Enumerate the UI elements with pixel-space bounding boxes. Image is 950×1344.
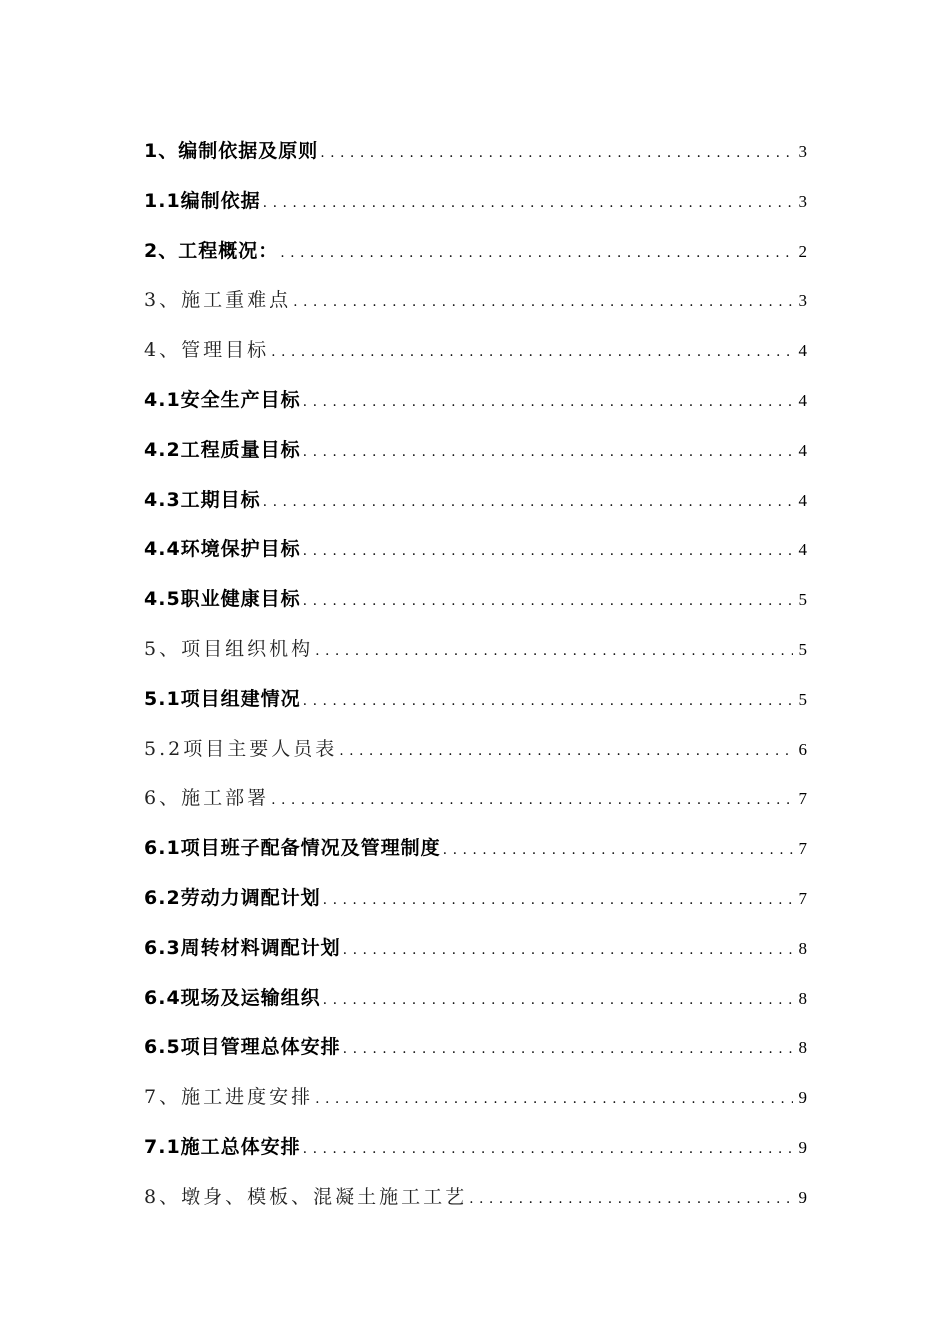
toc-dot-leader <box>263 478 793 528</box>
toc-dot-leader <box>271 776 793 826</box>
toc-page-number: 4 <box>798 490 807 510</box>
toc-entry-title: 6.5项目管理总体安排 <box>144 1036 341 1059</box>
toc-entry[interactable] <box>144 426 807 476</box>
toc-dot-leader <box>320 129 793 179</box>
toc-dot-leader <box>323 876 793 926</box>
toc-dot-leader <box>303 527 793 577</box>
toc-dot-leader <box>339 727 793 777</box>
toc-entry[interactable] <box>144 326 807 376</box>
toc-page-number: 9 <box>798 1137 807 1157</box>
toc-entry-title: 6.3周转材料调配计划 <box>144 936 341 959</box>
toc-entry-title: 5、项目组织机构 <box>144 637 314 660</box>
toc-entry[interactable] <box>144 177 807 227</box>
toc-entry[interactable] <box>144 774 807 824</box>
toc-page-number: 4 <box>798 341 807 361</box>
toc-entry[interactable] <box>144 974 807 1024</box>
toc-entry[interactable] <box>144 725 807 775</box>
toc-page-number: 9 <box>798 1187 807 1207</box>
toc-page-number: 4 <box>798 540 807 560</box>
toc-page-number: 5 <box>798 639 807 659</box>
toc-entry[interactable] <box>144 1073 807 1123</box>
toc-dot-leader <box>293 278 793 328</box>
toc-page-number: 7 <box>798 888 807 908</box>
toc-dot-leader <box>315 627 793 677</box>
toc-dot-leader <box>443 826 793 876</box>
toc-dot-leader <box>315 1075 793 1125</box>
toc-entry-title: 3、施工重难点 <box>144 289 292 312</box>
toc-entry-title: 5.2项目主要人员表 <box>144 737 338 760</box>
toc-entry[interactable] <box>144 525 807 575</box>
toc-dot-leader <box>303 378 793 428</box>
toc-page-number: 8 <box>798 988 807 1008</box>
toc-dot-leader <box>303 428 793 478</box>
toc-page-number: 8 <box>798 1038 807 1058</box>
toc-entry-title: 6、施工部署 <box>144 787 270 810</box>
toc-page-number: 3 <box>798 191 807 211</box>
toc-page-number: 4 <box>798 440 807 460</box>
toc-entry[interactable] <box>144 874 807 924</box>
toc-entry-title: 4.1安全生产目标 <box>144 388 301 411</box>
toc-dot-leader <box>303 577 793 627</box>
toc-entry-title: 7.1施工总体安排 <box>144 1135 301 1158</box>
toc-entry[interactable] <box>144 1123 807 1173</box>
toc-page-number: 6 <box>798 739 807 759</box>
toc-entry-title: 4.2工程质量目标 <box>144 438 301 461</box>
toc-dot-leader <box>271 328 793 378</box>
toc-dot-leader <box>469 1175 793 1225</box>
toc-entry[interactable] <box>144 924 807 974</box>
toc-page-number: 3 <box>798 142 807 161</box>
toc-dot-leader <box>303 677 793 727</box>
toc-page-number: 9 <box>798 1088 807 1108</box>
toc-page-number: 4 <box>798 390 807 410</box>
toc-page-number: 5 <box>798 689 807 709</box>
toc-dot-leader <box>323 976 793 1026</box>
toc-dot-leader <box>343 1025 793 1075</box>
table-of-contents <box>144 127 807 1223</box>
toc-page-number: 7 <box>798 789 807 809</box>
toc-entry-title: 4.4环境保护目标 <box>144 538 301 561</box>
toc-entry[interactable] <box>144 625 807 675</box>
toc-entry-title: 6.1项目班子配备情况及管理制度 <box>144 837 441 860</box>
toc-page-number: 2 <box>798 241 807 261</box>
toc-page-number: 3 <box>798 291 807 311</box>
toc-page-number: 5 <box>798 590 807 610</box>
toc-entry-title: 1.1编制依据 <box>144 189 261 212</box>
toc-entry[interactable] <box>144 824 807 874</box>
toc-entry-title: 5.1项目组建情况 <box>144 687 301 710</box>
toc-entry-title: 7、施工进度安排 <box>144 1086 314 1109</box>
toc-entry[interactable] <box>144 575 807 625</box>
toc-entry[interactable] <box>144 227 807 277</box>
toc-entry[interactable] <box>144 1023 807 1073</box>
toc-entry[interactable] <box>144 675 807 725</box>
toc-entry[interactable] <box>144 376 807 426</box>
toc-dot-leader <box>303 1125 793 1175</box>
toc-entry[interactable] <box>144 476 807 526</box>
toc-entry-title: 2、工程概况： <box>144 239 279 262</box>
toc-page-number: 8 <box>798 938 807 958</box>
toc-entry-title: 8、墩身、模板、混凝土施工工艺 <box>144 1185 468 1208</box>
toc-dot-leader <box>343 926 793 976</box>
toc-entry[interactable] <box>144 276 807 326</box>
toc-entry-title: 6.2劳动力调配计划 <box>144 886 321 909</box>
toc-dot-leader <box>280 229 793 279</box>
toc-entry-title: 4、管理目标 <box>144 339 270 362</box>
toc-entry[interactable] <box>144 1173 807 1223</box>
toc-page-number: 7 <box>798 839 807 859</box>
toc-entry[interactable] <box>144 127 807 177</box>
toc-entry-title: 6.4现场及运输组织 <box>144 986 321 1009</box>
toc-entry-title: 4.3工期目标 <box>144 488 261 511</box>
toc-dot-leader <box>263 179 793 229</box>
toc-entry-title: 4.5职业健康目标 <box>144 588 301 611</box>
toc-entry-title: 1、编制依据及原则 <box>144 140 319 162</box>
